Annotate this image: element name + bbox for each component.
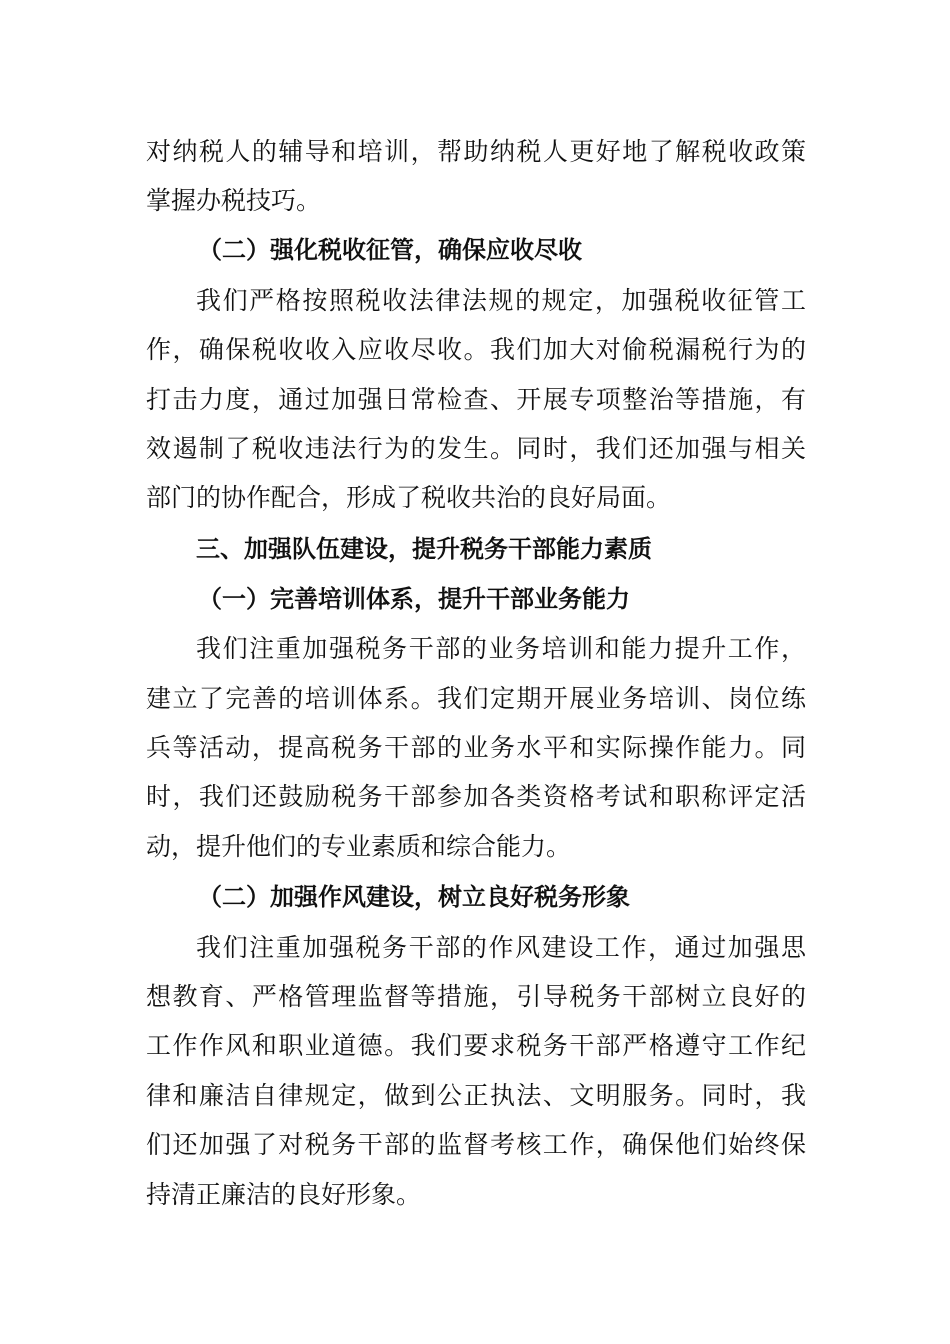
paragraph-line: 时，我们还鼓励税务干部参加各类资格考试和职称评定活 [146,782,806,811]
section-heading: 三、加强队伍建设，提升税务干部能力素质 [196,535,652,563]
subsection-heading: （二）强化税收征管，确保应收尽收 [198,236,582,264]
paragraph-line: 对纳税人的辅导和培训，帮助纳税人更好地了解税收政策 [146,137,806,166]
paragraph-line: 律和廉洁自律规定，做到公正执法、文明服务。同时，我 [146,1081,806,1110]
paragraph-line: 想教育、严格管理监督等措施，引导税务干部树立良好的 [146,982,806,1011]
paragraph-line: 动，提升他们的专业素质和综合能力。 [146,832,572,861]
paragraph-line: 效遏制了税收违法行为的发生。同时，我们还加强与相关 [146,434,806,463]
paragraph-line: 持清正廉洁的良好形象。 [146,1180,422,1209]
paragraph-line: 们还加强了对税务干部的监督考核工作，确保他们始终保 [146,1130,806,1159]
paragraph-line: 打击力度，通过加强日常检查、开展专项整治等措施，有 [146,385,806,414]
paragraph-line: 部门的协作配合，形成了税收共治的良好局面。 [146,483,672,512]
paragraph-line: 建立了完善的培训体系。我们定期开展业务培训、岗位练 [146,684,806,713]
paragraph-line: 工作作风和职业道德。我们要求税务干部严格遵守工作纪 [146,1031,806,1060]
paragraph-line: 掌握办税技巧。 [146,186,322,215]
paragraph-line: 我们注重加强税务干部的作风建设工作，通过加强思 [196,933,806,962]
paragraph-line: 我们严格按照税收法律法规的规定，加强税收征管工 [196,286,806,315]
subsection-heading: （一）完善培训体系，提升干部业务能力 [198,585,630,613]
paragraph-line: 作，确保税收收入应收尽收。我们加大对偷税漏税行为的 [146,335,806,364]
subsection-heading: （二）加强作风建设，树立良好税务形象 [198,883,630,911]
paragraph-line: 我们注重加强税务干部的业务培训和能力提升工作， [196,634,806,663]
paragraph-line: 兵等活动，提高税务干部的业务水平和实际操作能力。同 [146,733,806,762]
